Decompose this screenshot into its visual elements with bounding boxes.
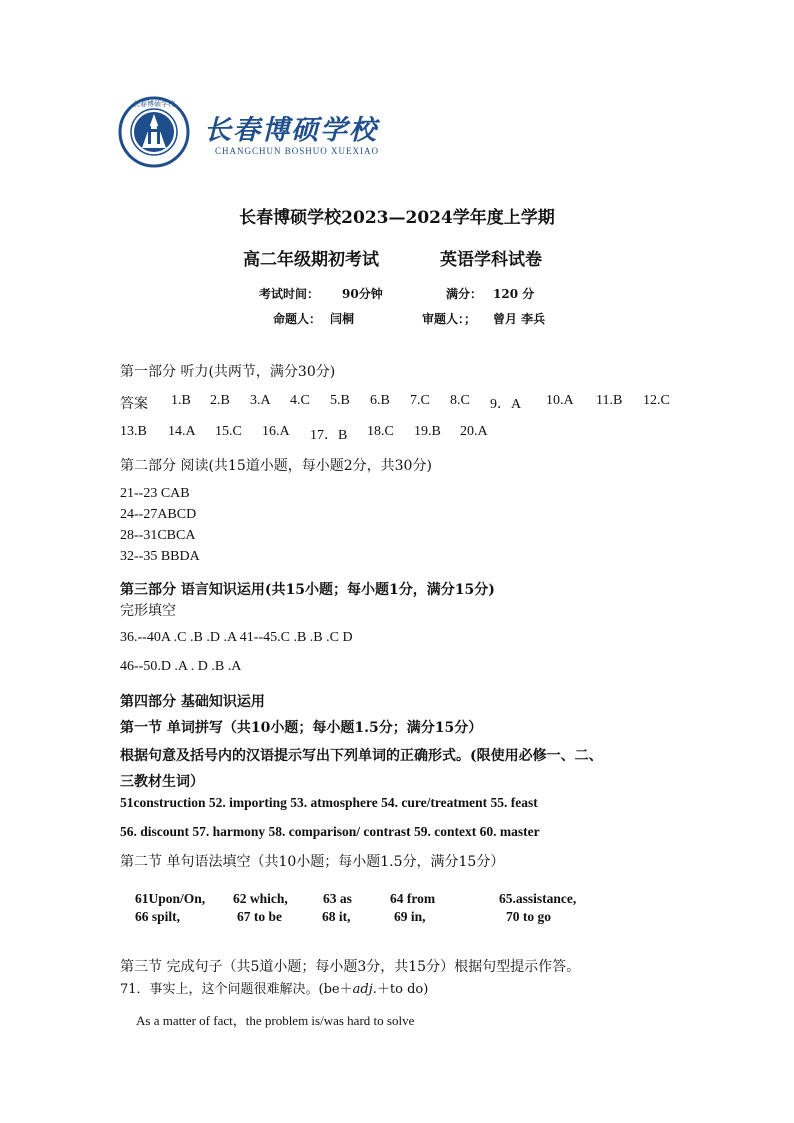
answer-item: 7.C bbox=[410, 393, 430, 408]
score-value: 120 分 bbox=[493, 287, 535, 301]
grammar-answer: 66 spilt, bbox=[135, 909, 181, 924]
grammar-answer: 61Upon/On, bbox=[135, 891, 206, 906]
answer-label: 答案 bbox=[120, 397, 148, 412]
grammar-answer: 67 to be bbox=[237, 909, 282, 924]
grammar-answer: 63 as bbox=[323, 891, 352, 906]
question-71-italic: adj. bbox=[352, 982, 377, 997]
grammar-answer: 69 in, bbox=[394, 909, 426, 924]
question-71-prefix: 71．事实上，这个问题很难解决。(be＋ bbox=[120, 982, 353, 997]
answer-item: 9．A bbox=[490, 397, 522, 412]
reading-answers: 32--35 BBDA bbox=[120, 549, 200, 564]
answer-item: 17．B bbox=[310, 428, 348, 443]
answer-item: 3.A bbox=[250, 393, 271, 408]
section1-instruction-cont: 三教材生词） bbox=[120, 774, 204, 790]
reading-answers: 21--23 CAB bbox=[120, 486, 190, 501]
section2-heading: 第二节 单句语法填空（共10小题；每小题1.5分，满分15分） bbox=[120, 854, 505, 870]
grammar-answer: 62 which, bbox=[233, 891, 288, 906]
question-71 bbox=[120, 978, 428, 997]
answer-item: 2.B bbox=[210, 393, 230, 408]
answer-item: 12.C bbox=[643, 393, 670, 408]
answer-item: 5.B bbox=[330, 393, 350, 408]
answer-item: 15.C bbox=[215, 424, 242, 439]
vocab-answers: 51construction 52. importing 53. atmosphere 54. cure/treatment 55. feast bbox=[120, 795, 538, 810]
time-value: 90分钟 bbox=[342, 287, 383, 301]
answer-item: 11.B bbox=[596, 393, 623, 408]
reviewer-value: 曾月 李兵 bbox=[493, 312, 546, 326]
question-71-answer: As a matter of fact，the problem is/was hard to solve bbox=[136, 1013, 415, 1028]
exam-subject: 英语学科试卷 bbox=[440, 250, 542, 270]
part4-heading: 第四部分 基础知识运用 bbox=[120, 694, 265, 710]
part2-heading: 第二部分 阅读(共15道小题，每小题2分，共30分) bbox=[120, 458, 432, 474]
part3-heading: 第三部分 语言知识运用(共15小题；每小题1分，满分15分) bbox=[120, 582, 495, 598]
answer-item: 1.B bbox=[171, 393, 191, 408]
grammar-answer: 70 to go bbox=[506, 909, 551, 924]
school-logo bbox=[118, 96, 190, 168]
answer-item: 4.C bbox=[290, 393, 310, 408]
score-label: 满分： bbox=[446, 287, 483, 301]
logo-ring-text: 长春博硕学校 bbox=[133, 100, 175, 108]
reading-answers: 24--27ABCD bbox=[120, 507, 197, 522]
section1-heading: 第一节 单词拼写（共10小题；每小题1.5分；满分15分） bbox=[120, 720, 483, 736]
question-71-suffix: ＋to do) bbox=[376, 982, 429, 997]
answer-item: 6.B bbox=[370, 393, 390, 408]
section3-heading: 第三节 完成句子（共5道小题；每小题3分，共15分）根据句型提示作答。 bbox=[120, 959, 581, 975]
answer-item: 10.A bbox=[546, 393, 574, 408]
answer-item: 8.C bbox=[450, 393, 470, 408]
answer-item: 14.A bbox=[168, 424, 196, 439]
time-label: 考试时间： bbox=[259, 287, 320, 301]
cloze-answers: 36.--40A .C .B .D .A 41--45.C .B .B .C D bbox=[120, 630, 353, 645]
grammar-answer: 65.assistance, bbox=[499, 891, 577, 906]
answer-item: 19.B bbox=[414, 424, 441, 439]
exam-grade: 高二年级期初考试 bbox=[243, 250, 379, 270]
author-label: 命题人： bbox=[273, 312, 322, 326]
exam-title: 长春博硕学校2023—2024学年度上学期 bbox=[239, 208, 555, 228]
author-value: 闫桐 bbox=[330, 312, 355, 326]
school-pinyin: CHANGCHUN BOSHUO XUEXIAO bbox=[215, 146, 380, 156]
school-name: 长春博硕学校 bbox=[204, 115, 378, 146]
grammar-answer: 64 from bbox=[390, 891, 436, 906]
answer-item: 18.C bbox=[367, 424, 394, 439]
cloze-label: 完形填空 bbox=[120, 603, 176, 619]
section1-instruction: 根据句意及括号内的汉语提示写出下列单词的正确形式。(限使用必修一、二、 bbox=[120, 748, 603, 764]
answer-item: 16.A bbox=[262, 424, 290, 439]
reviewer-label: 审题人：； bbox=[422, 312, 477, 326]
answer-item: 20.A bbox=[460, 424, 488, 439]
part1-heading: 第一部分 听力(共两节，满分30分) bbox=[120, 364, 336, 380]
answer-item: 13.B bbox=[120, 424, 147, 439]
cloze-answers: 46--50.D .A . D .B .A bbox=[120, 659, 242, 674]
reading-answers: 28--31CBCA bbox=[120, 528, 196, 543]
vocab-answers: 56. discount 57. harmony 58. comparison/ contrast 59. context 60. master bbox=[120, 824, 540, 839]
grammar-answer: 68 it, bbox=[322, 909, 351, 924]
